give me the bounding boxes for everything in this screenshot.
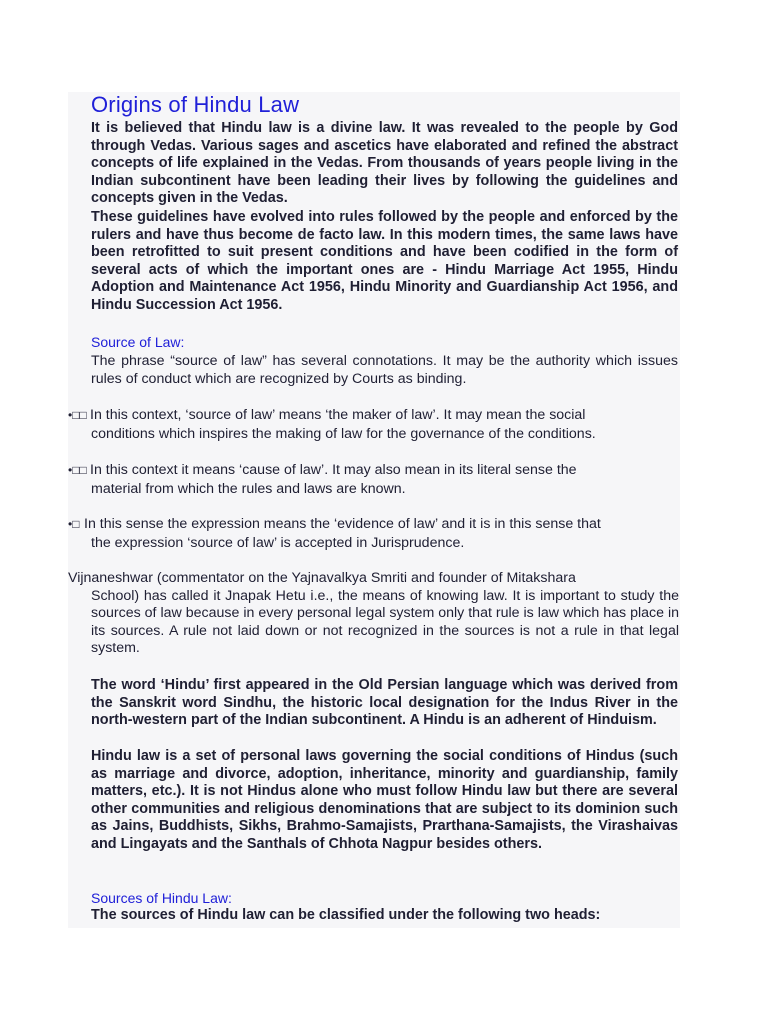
sources-of-hindu-law-heading: Sources of Hindu Law:	[91, 890, 232, 906]
bullet-mark: •□□	[68, 463, 87, 477]
hindu-word-paragraph: The word ‘Hindu’ first appeared in the Old Persian language which was derived from the Sanskrit word Sindhu, the historic local designation for the Indus River in the north-western part of the Indian subcontinent. A Hindu is an adherent of Hinduism.	[91, 677, 678, 729]
source-of-law-text: The phrase “source of law” has several connotations. It may be the authority which issues rules of conduct which are recognized by Courts as binding.	[91, 353, 678, 387]
intro-paragraph-1: It is believed that Hindu law is a divine law. It was revealed to the people by God through Vedas. Various sages and ascetics have elaborated and refined the abstract concepts of life explained in the Vedas. From thousands of years people living in the Indian subcontinent have been leading their lives by following the guidelines and concepts given in the Vedas.	[91, 120, 678, 207]
bullet-mark: •□□	[68, 408, 87, 422]
source-of-law-heading: Source of Law:	[91, 334, 185, 350]
vijnaneshwar-paragraph	[68, 570, 679, 658]
intro-paragraph-2: These guidelines have evolved into rules followed by the people and enforced by the rulers and have thus become de facto law. In this modern times, the same laws have been retrofitted to suit present conditions and have been codified in the form of several acts of which the important ones are - Hindu Marriage Act 1955, Hindu Adoption and Maintenance Act 1956, Hindu Minority and Guardianship Act 1956, and Hindu Succession Act 1956.	[91, 209, 678, 313]
bullet-mark: •□	[68, 517, 80, 531]
sources-of-hindu-law-text: The sources of Hindu law can be classified under the following two heads:	[91, 907, 601, 923]
bullet-item-2	[68, 461, 679, 498]
hindu-law-paragraph: Hindu law is a set of personal laws governing the social conditions of Hindus (such as marriage and divorce, adoption, inheritance, minority and guardianship, family matters, etc.). It is not Hindus alone who must follow Hindu law but there are several other communities and religious denominations that are subject to its dominion such as Jains, Buddhists, Sikhs, Brahmo-Samajists, Prarthana-Samajists, the Virashaivas and Lingayats and the Santhals of Chhota Nagpur besides others.	[91, 748, 678, 852]
bullet-text-line2: the expression ‘source of law’ is accepted in Jurisprudence.	[91, 534, 465, 551]
vijnaneshwar-first-line: Vijnaneshwar (commentator on the Yajnavalkya Smriti and founder of Mitakshara	[68, 570, 576, 586]
bullet-item-3	[68, 515, 679, 552]
page-title: Origins of Hindu Law	[91, 92, 300, 117]
vijnaneshwar-rest: School) has called it Jnapak Hetu i.e., the means of knowing law. It is important to study the sources of law because in every personal legal system only that rule is law which has place in its sources. A rule not laid down or not recognized in the sources is not a rule in that legal system.	[91, 587, 679, 656]
bullet-text-line2: conditions which inspires the making of law for the governance of the conditions.	[91, 425, 596, 442]
bullet-text-line1: In this context, ‘source of law’ means ‘the maker of law’. It may mean the social	[90, 407, 586, 423]
bullet-text-line1: In this context it means ‘cause of law’. It may also mean in its literal sense the	[90, 462, 577, 478]
bullet-item-1	[68, 406, 679, 443]
bullet-text-line1: In this sense the expression means the ‘evidence of law’ and it is in this sense that	[84, 516, 601, 532]
bullet-text-line2: material from which the rules and laws are known.	[91, 480, 406, 497]
